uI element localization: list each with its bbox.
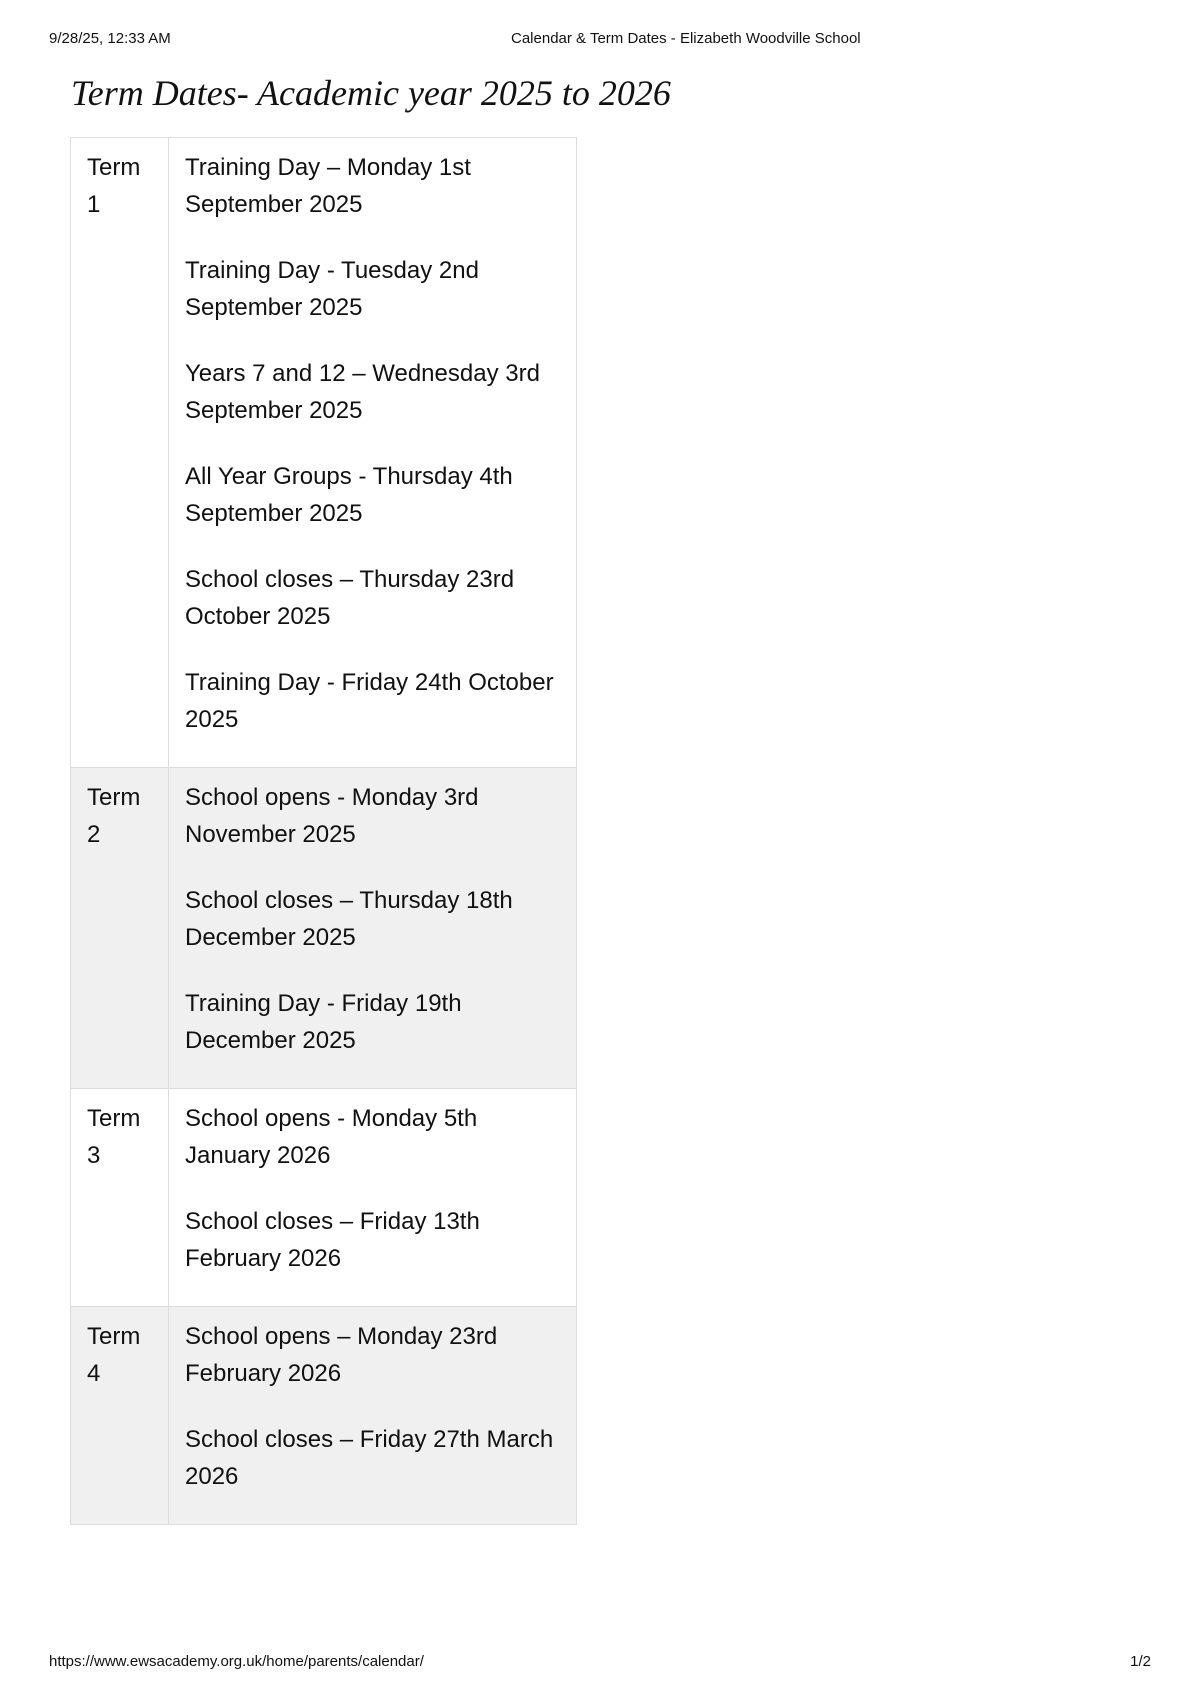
date-item: School opens - Monday 3rd November 2025: [185, 784, 479, 848]
date-item: School closes – Thursday 23rd October 2025: [185, 566, 515, 630]
term-dates-cell: [169, 768, 577, 1089]
term-dates-cell: [169, 1089, 577, 1307]
term-dates-cell: [169, 138, 577, 768]
date-item: School closes – Friday 27th March 2026: [185, 1426, 554, 1490]
print-document-title: Calendar & Term Dates - Elizabeth Woodville School: [511, 30, 861, 47]
date-item: All Year Groups - Thursday 4th September 2025: [185, 463, 513, 527]
term-label: Term 4: [71, 1307, 169, 1525]
date-item: School closes – Thursday 18th December 2025: [185, 887, 513, 951]
table-row-term-1: [71, 138, 577, 768]
term-label: Term 3: [71, 1089, 169, 1307]
term-label: Term 2: [71, 768, 169, 1089]
table-row-term-4: [71, 1307, 577, 1525]
table-row-term-3: [71, 1089, 577, 1307]
date-item: School opens - Monday 5th January 2026: [185, 1105, 478, 1169]
table-row-term-2: [71, 768, 577, 1089]
date-item: Training Day - Friday 19th December 2025: [185, 990, 462, 1054]
date-item: School opens – Monday 23rd February 2026: [185, 1323, 498, 1387]
term-dates-table: [70, 137, 577, 1525]
print-header: [49, 30, 1151, 50]
date-item: Training Day - Tuesday 2nd September 2025: [185, 257, 479, 321]
print-page-url: https://www.ewsacademy.org.uk/home/parents/calendar/: [49, 1653, 424, 1670]
date-item: Training Day – Monday 1st September 2025: [185, 154, 471, 218]
term-dates-cell: [169, 1307, 577, 1525]
print-date-time: 9/28/25, 12:33 AM: [49, 30, 171, 47]
date-item: Training Day - Friday 24th October 2025: [185, 669, 554, 733]
term-label: Term 1: [71, 138, 169, 768]
print-page-number: 1/2: [1130, 1653, 1151, 1670]
date-item: School closes – Friday 13th February 2026: [185, 1208, 480, 1272]
date-item: Years 7 and 12 – Wednesday 3rd September 2025: [185, 360, 540, 424]
print-footer: [49, 1653, 1151, 1673]
page-title: Term Dates- Academic year 2025 to 2026: [71, 73, 671, 113]
